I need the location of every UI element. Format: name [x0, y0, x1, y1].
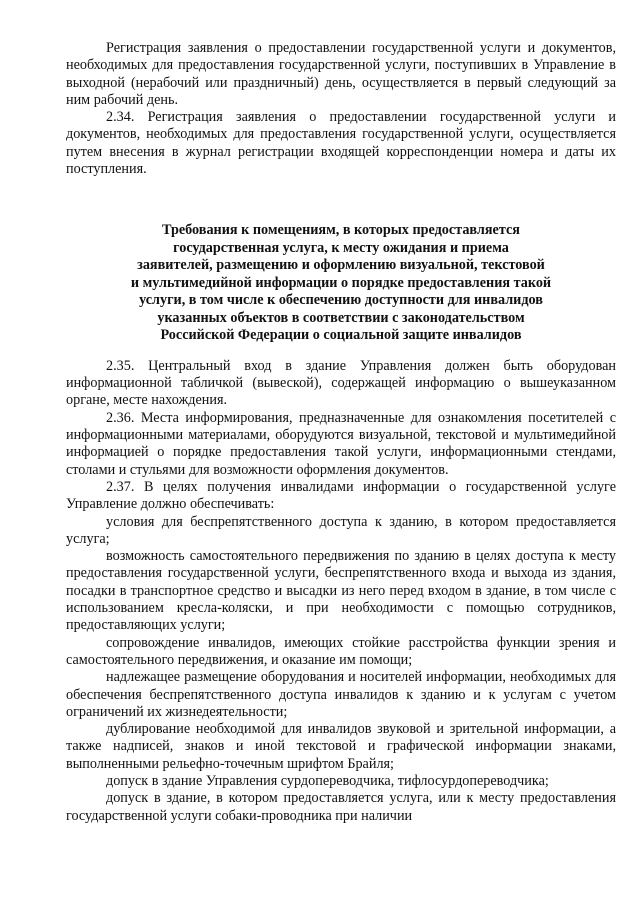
- list-item-sign-interpreter: допуск в здание Управления сурдопереводчика, тифлосурдопереводчика;: [106, 773, 549, 789]
- heading-line: государственная услуга, к месту ожидания и приема: [173, 239, 509, 256]
- heading-line: услуги, в том числе к обеспечению доступности для инвалидов: [139, 292, 543, 309]
- heading-line: Российской Федерации о социальной защите инвалидов: [160, 327, 522, 344]
- paragraph-2-37: 2.37. В целях получения инвалидами информации о государственной услуге Управление должно обеспечивать:: [66, 478, 616, 513]
- heading-line: Требования к помещениям, в которых предоставляется: [162, 222, 520, 239]
- heading-line: заявителей, размещению и оформлению визуальной, текстовой: [137, 257, 545, 274]
- document-page: [66, 40, 616, 825]
- paragraph-2-36: 2.36. Места информирования, предназначенные для ознакомления посетителей с информационными материалами, оборудуются визуальной, текстовой и мультимедийной информацией о порядке предоставления такой услуги, информационными стендами, столами и стульями для возможности оформления документов.: [66, 409, 616, 478]
- heading-line: и мультимедийной информации о порядке предоставления такой: [130, 274, 552, 291]
- list-item-independent-movement: возможность самостоятельного передвижения по зданию в целях доступа к месту предоставления государственной услуги, беспрепятственного входа и выхода из здания, посадки в транспортное средство и высадки из него перед входом в здание, в том числе с использованием кресла-коляски, и при необходимости с помощью сотрудников, предоставляющих услуги;: [66, 548, 616, 634]
- list-item-equipment-placement: надлежащее размещение оборудования и носителей информации, необходимых для обеспечения беспрепятственного доступа инвалидов к зданию и к услугам с учетом ограничений их жизнедеятельности;: [66, 669, 616, 720]
- list-item-information-duplication: дублирование необходимой для инвалидов звуковой и зрительной информации, а также надписей, знаков и иной текстовой и графической информации знаками, выполненными рельефно-точечным шрифтом Брайля;: [66, 721, 616, 772]
- list-item-guide-dog: допуск в здание, в котором предоставляется услуга, или к месту предоставления государственной услуги собаки-проводника при наличии: [66, 790, 616, 824]
- heading-line: указанных объектов в соответствии с законодательством: [157, 309, 525, 326]
- section-heading: [66, 222, 616, 345]
- list-item-escort: сопровождение инвалидов, имеющих стойкие расстройства функции зрения и самостоятельного передвижения, и оказание им помощи;: [66, 634, 616, 668]
- list-item-access-conditions: условия для беспрепятственного доступа к зданию, в котором предоставляется услуга;: [66, 513, 616, 547]
- paragraph-2-35: 2.35. Центральный вход в здание Управления должен быть оборудован информационной табличкой (вывеской), содержащей информацию о вышеуказанном органе, месте нахождения.: [66, 357, 616, 409]
- paragraph-2-34: 2.34. Регистрация заявления о предоставлении государственной услуги и документов, необходимых для предоставления государственной услуги, осуществляется путем внесения в журнал регистрации входящей корреспонденции номера и даты их поступления.: [66, 109, 616, 178]
- paragraph-registration-weekend: Регистрация заявления о предоставлении государственной услуги и документов, необходимых для предоставления государственной услуги, поступивших в Управление в выходной (нерабочий или праздничный) день, осуществляется в первый следующий за ним рабочий день.: [66, 40, 616, 108]
